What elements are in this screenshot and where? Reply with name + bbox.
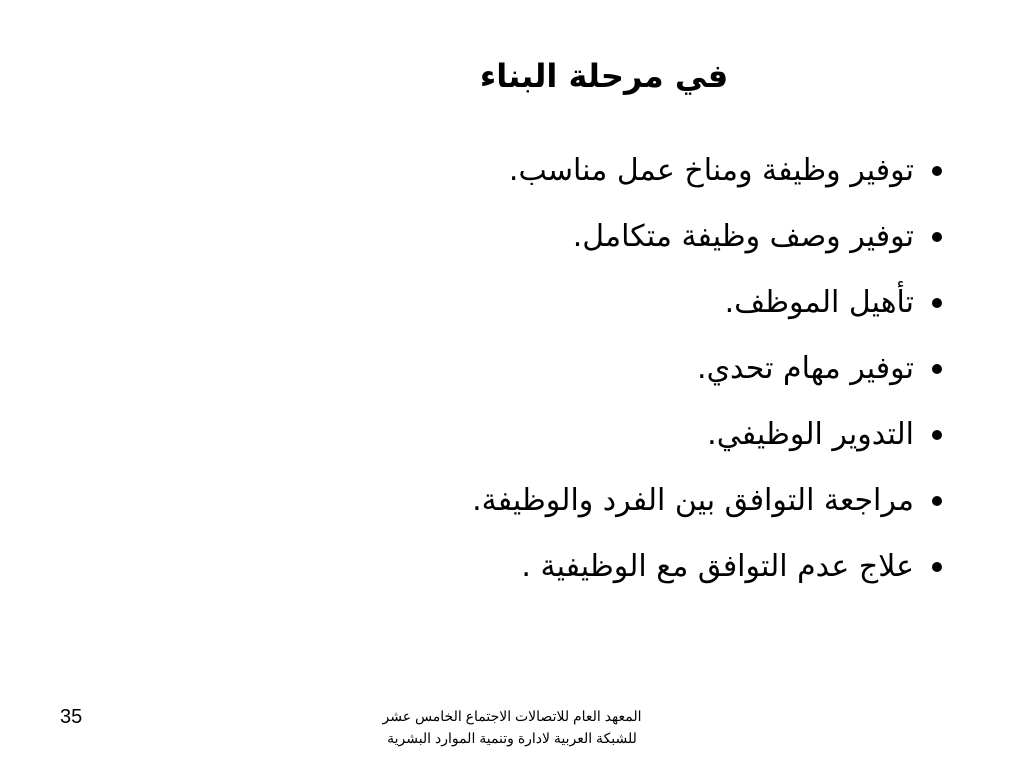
bullet-dot-icon — [932, 298, 942, 308]
bullet-item — [322, 204, 942, 270]
bullet-text: توفير وصف وظيفة متكامل. — [572, 219, 914, 254]
bullet-item — [322, 534, 942, 600]
bullet-dot-icon — [932, 232, 942, 242]
footer-line-1: المعهد العام للاتصالات الاجتماع الخامس عشر — [382, 708, 642, 724]
slide-title-container — [0, 52, 1024, 100]
bullet-dot-icon — [932, 166, 942, 176]
bullet-text: التدوير الوظيفي. — [707, 417, 914, 452]
slide-footer — [0, 703, 1024, 763]
bullet-item — [322, 468, 942, 534]
bullet-item — [322, 270, 942, 336]
bullet-list — [322, 138, 942, 600]
bullet-text: علاج عدم التوافق مع الوظيفية . — [521, 549, 914, 584]
footer-line-2: للشبكة العربية لادارة وتنمية الموارد البشرية — [387, 730, 637, 746]
bullet-item — [322, 336, 942, 402]
bullet-dot-icon — [932, 562, 942, 572]
bullet-dot-icon — [932, 496, 942, 506]
bullet-dot-icon — [932, 364, 942, 374]
bullet-text: مراجعة التوافق بين الفرد والوظيفة. — [472, 483, 914, 518]
page-number: 35 — [60, 706, 83, 728]
bullet-item — [322, 138, 942, 204]
footer-organization — [300, 705, 724, 749]
bullet-text: توفير وظيفة ومناخ عمل مناسب. — [508, 153, 914, 188]
slide-title: في مرحلة البناء — [479, 57, 729, 95]
bullet-text: تأهيل الموظف. — [724, 285, 914, 320]
bullet-dot-icon — [932, 430, 942, 440]
bullet-item — [322, 402, 942, 468]
bullet-text: توفير مهام تحدي. — [697, 351, 914, 386]
